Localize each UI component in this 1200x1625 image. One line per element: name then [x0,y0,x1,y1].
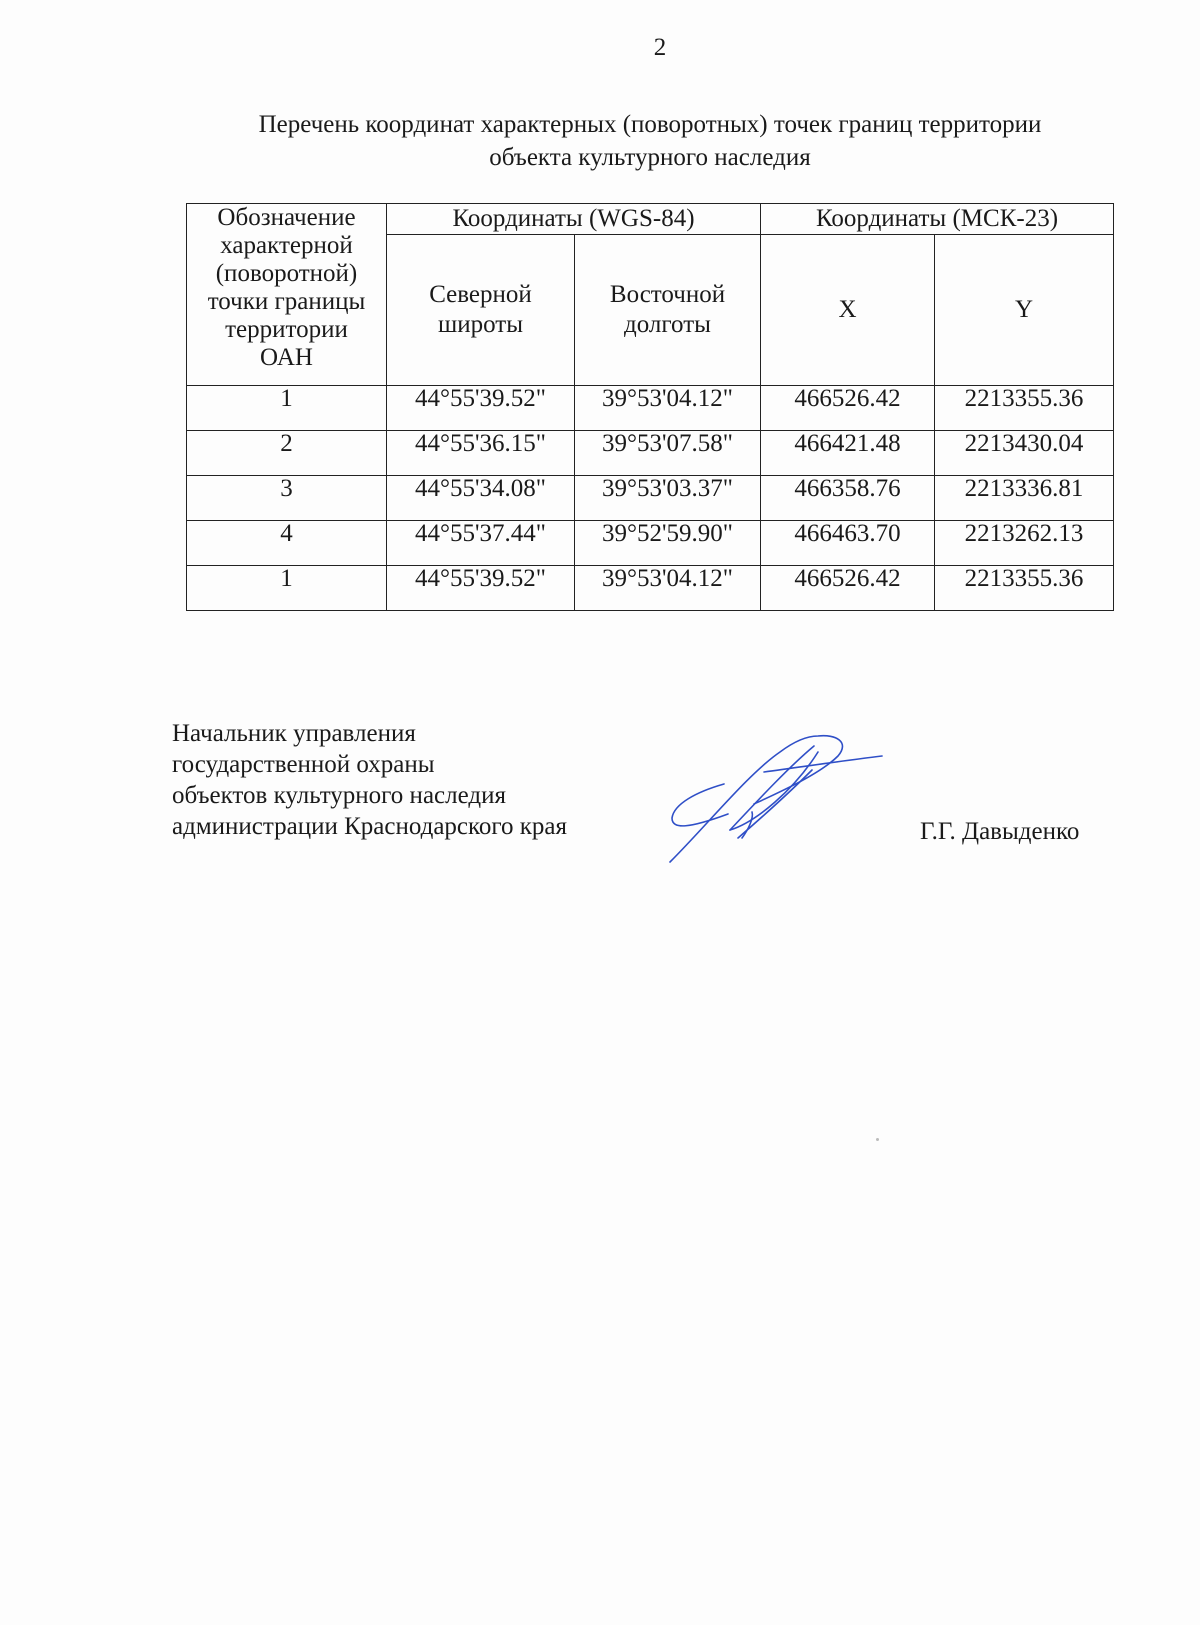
title-line-2: объекта культурного наследия [489,144,811,171]
header-point-line: ОАН [260,344,313,371]
header-point-designation [187,204,387,386]
cell-y: 2213262.13 [935,521,1114,566]
header-point-line: характерной [220,232,353,259]
header-point-line: (поворотной) [215,260,358,287]
cell-y: 2213355.36 [935,386,1114,431]
header-lon-line: Восточной [609,281,726,308]
cell-point: 2 [187,431,387,476]
cell-point: 1 [187,386,387,431]
cell-point: 3 [187,476,387,521]
cell-longitude: 39°53'04.12" [575,566,761,611]
header-point-line: точки границы [207,288,366,315]
coordinates-table [186,203,1114,611]
header-point-line: Обозначение [217,204,356,231]
cell-latitude: 44°55'39.52" [387,386,575,431]
cell-point: 4 [187,521,387,566]
cell-point: 1 [187,566,387,611]
position-line: объектов культурного наследия [172,782,506,809]
table-row [187,476,1114,521]
cell-x: 466358.76 [761,476,935,521]
cell-x: 466463.70 [761,521,935,566]
handwritten-signature [668,726,908,866]
cell-longitude: 39°53'03.37" [575,476,761,521]
table-row [187,566,1114,611]
cell-x: 466526.42 [761,566,935,611]
cell-x: 466421.48 [761,431,935,476]
cell-y: 2213430.04 [935,431,1114,476]
table-row [187,386,1114,431]
cell-longitude: 39°53'07.58" [575,431,761,476]
position-line: администрации Краснодарского края [172,813,568,840]
header-msk23: Координаты (МСК-23) [761,204,1114,235]
cell-y: 2213355.36 [935,566,1114,611]
cell-latitude: 44°55'39.52" [387,566,575,611]
cell-latitude: 44°55'37.44" [387,521,575,566]
cell-latitude: 44°55'36.15" [387,431,575,476]
cell-latitude: 44°55'34.08" [387,476,575,521]
position-line: Начальник управления [172,720,416,747]
cell-longitude: 39°52'59.90" [575,521,761,566]
scan-speck [876,1138,879,1141]
cell-y: 2213336.81 [935,476,1114,521]
page-number: 2 [653,34,667,61]
header-lat-line: Северной [429,281,532,308]
signer-name: Г.Г. Давыденко [920,818,1080,845]
header-lat-line: широты [437,311,524,338]
table-row [187,431,1114,476]
header-x: X [761,235,935,386]
header-wgs84: Координаты (WGS-84) [387,204,761,235]
header-north-latitude [387,235,575,386]
header-lon-line: долготы [624,311,711,338]
signature-strokes [670,736,882,862]
header-y: Y [935,235,1114,386]
table-row [187,521,1114,566]
document-title [180,108,1120,174]
header-east-longitude [575,235,761,386]
cell-longitude: 39°53'04.12" [575,386,761,431]
title-line-1: Перечень координат характерных (поворотных) точек границ территории [258,111,1042,138]
signatory-position [172,718,567,842]
position-line: государственной охраны [172,751,435,778]
header-point-line: территории [225,316,348,343]
cell-x: 466526.42 [761,386,935,431]
